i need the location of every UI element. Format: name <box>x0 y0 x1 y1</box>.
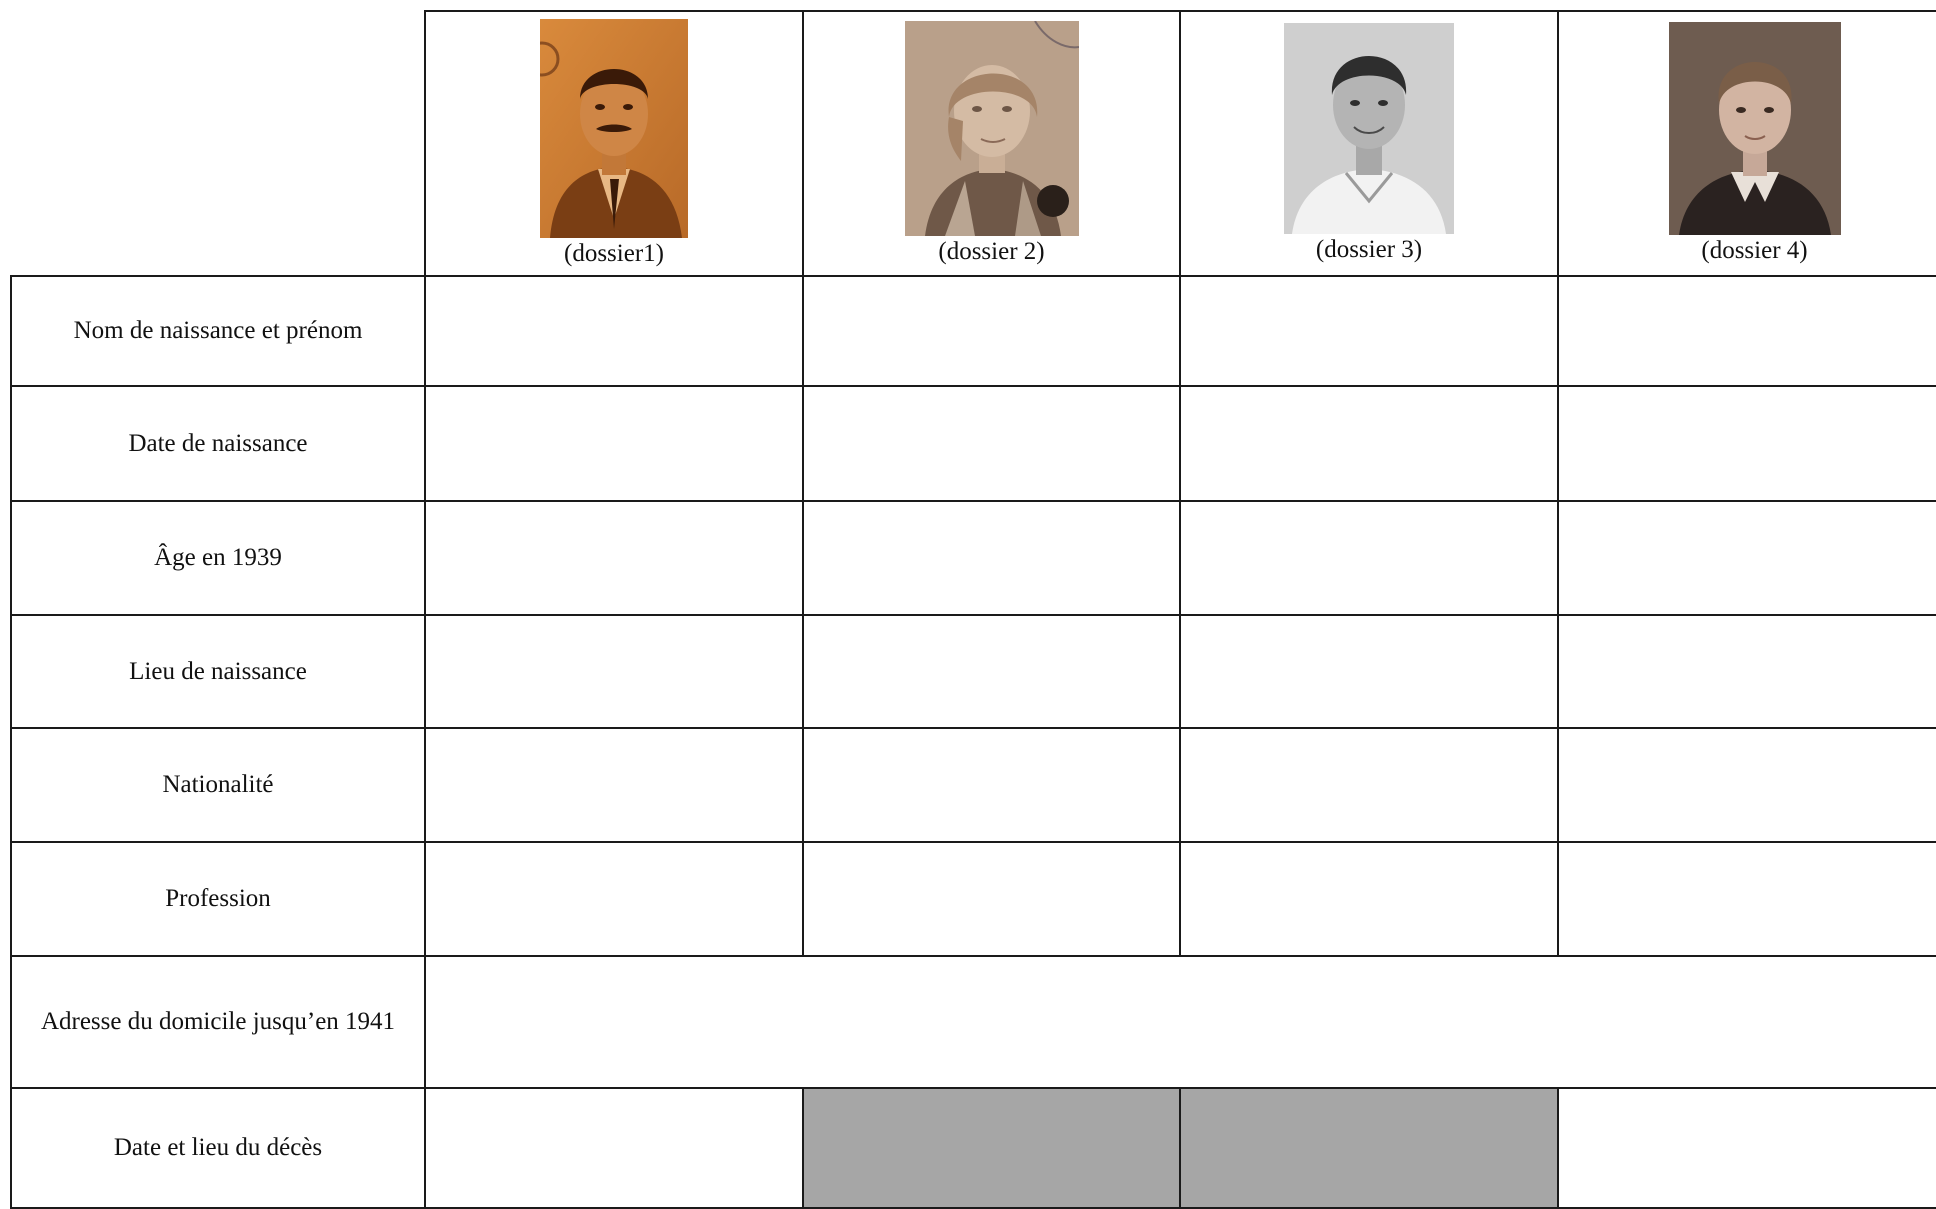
cell-birth-place-dossier-3 <box>1180 615 1558 728</box>
dossier-2-header <box>803 11 1180 276</box>
row-label-text: Date de naissance <box>128 429 308 457</box>
dossier-comparison-table <box>10 10 1936 1209</box>
row-label-nationality <box>11 728 425 842</box>
cell-birth-name-dossier-1 <box>425 276 803 386</box>
dossier-3-header <box>1180 11 1558 276</box>
cell-profession-dossier-3 <box>1180 842 1558 956</box>
dossier-3-photo <box>1284 23 1454 234</box>
table-row-profession <box>11 842 1936 956</box>
cell-birth-date-dossier-3 <box>1180 386 1558 501</box>
cell-age-1939-dossier-2 <box>803 501 1180 615</box>
row-label-text: Nationalité <box>162 771 274 798</box>
table-row-nationality <box>11 728 1936 842</box>
dossier-1-photo <box>540 19 688 238</box>
table-row-address <box>11 956 1936 1088</box>
row-label-text: Lieu de naissance <box>129 657 307 685</box>
dossier-1-caption: (dossier1) <box>564 240 664 267</box>
row-label-birth-name <box>11 276 425 386</box>
cell-death-dossier-2-shaded <box>803 1088 1180 1208</box>
dossier-2-caption: (dossier 2) <box>938 238 1045 265</box>
cell-death-dossier-4 <box>1558 1088 1936 1208</box>
empty-corner-cell <box>11 11 425 276</box>
dossier-2-photo <box>905 21 1079 236</box>
cell-age-1939-dossier-3 <box>1180 501 1558 615</box>
row-label-text: Profession <box>165 885 271 912</box>
cell-profession-dossier-1 <box>425 842 803 956</box>
row-label-age-1939 <box>11 501 425 615</box>
cell-age-1939-dossier-4 <box>1558 501 1936 615</box>
cell-birth-name-dossier-4 <box>1558 276 1936 386</box>
table-row-death <box>11 1088 1936 1208</box>
cell-death-dossier-3-shaded <box>1180 1088 1558 1208</box>
cell-age-1939-dossier-1 <box>425 501 803 615</box>
dossier-1-header <box>425 11 803 276</box>
table-row-birth-date <box>11 386 1936 501</box>
row-label-text: Date et lieu du décès <box>113 1134 323 1161</box>
table-row-age-1939 <box>11 501 1936 615</box>
table-row-birth-name <box>11 276 1936 386</box>
row-label-death <box>11 1088 425 1208</box>
cell-profession-dossier-4 <box>1558 842 1936 956</box>
dossier-3-caption: (dossier 3) <box>1315 236 1423 263</box>
dossier-4-caption: (dossier 4) <box>1701 237 1808 264</box>
row-label-birth-place <box>11 615 425 728</box>
cell-death-dossier-1 <box>425 1088 803 1208</box>
row-label-text: Adresse du domicile jusqu’en 1941 <box>40 1008 396 1035</box>
cell-nationality-dossier-2 <box>803 728 1180 842</box>
row-label-address <box>11 956 425 1088</box>
row-label-text: Âge en 1939 <box>154 544 282 571</box>
cell-birth-place-dossier-1 <box>425 615 803 728</box>
cell-nationality-dossier-4 <box>1558 728 1936 842</box>
cell-birth-name-dossier-2 <box>803 276 1180 386</box>
cell-nationality-dossier-3 <box>1180 728 1558 842</box>
cell-birth-place-dossier-2 <box>803 615 1180 728</box>
cell-birth-date-dossier-4 <box>1558 386 1936 501</box>
dossier-4-header <box>1558 11 1936 276</box>
cell-birth-name-dossier-3 <box>1180 276 1558 386</box>
photo-header-row <box>11 11 1936 276</box>
cell-profession-dossier-2 <box>803 842 1180 956</box>
cell-birth-place-dossier-4 <box>1558 615 1936 728</box>
cell-address-merged <box>425 956 1936 1088</box>
row-label-birth-date <box>11 386 425 501</box>
table-row-birth-place <box>11 615 1936 728</box>
row-label-text: Nom de naissance et prénom <box>73 317 363 344</box>
dossier-4-photo <box>1669 22 1841 235</box>
cell-nationality-dossier-1 <box>425 728 803 842</box>
cell-birth-date-dossier-1 <box>425 386 803 501</box>
row-label-profession <box>11 842 425 956</box>
cell-birth-date-dossier-2 <box>803 386 1180 501</box>
